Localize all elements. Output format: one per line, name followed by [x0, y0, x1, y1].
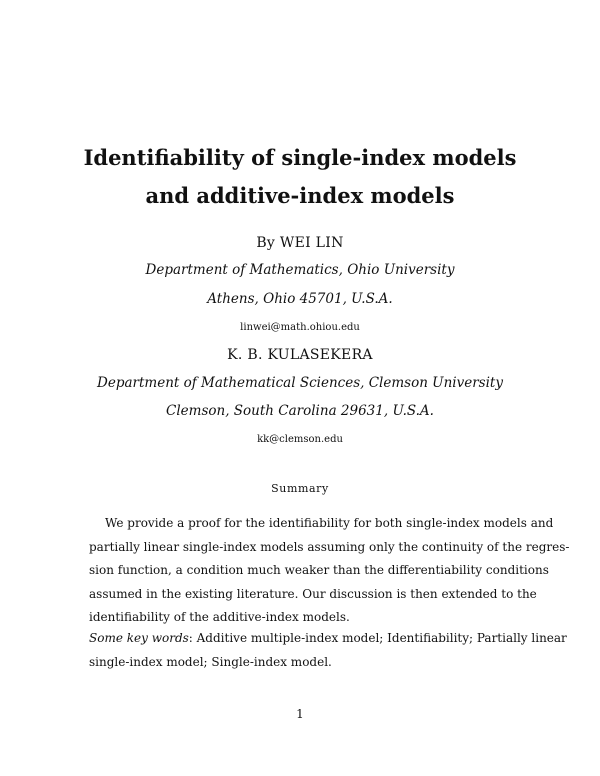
author-1-address: Athens, Ohio 45701, U.S.A.	[207, 291, 393, 307]
author-2-email: kk@clemson.edu	[257, 434, 343, 445]
summary-line: identifiability of the additive-index models.	[89, 610, 350, 624]
author-1-name: By WEI LIN	[256, 235, 344, 251]
summary-line: assumed in the existing literature. Our discussion is then extended to the	[89, 586, 537, 601]
author-2-address: Clemson, South Carolina 29631, U.S.A.	[166, 403, 434, 419]
keywords	[89, 627, 567, 674]
summary-line: partially linear single-index models assuming only the continuity of the regres-	[89, 539, 570, 554]
paper-title-line-2: and additive-index models	[145, 183, 455, 208]
summary-paragraph	[89, 512, 570, 630]
keywords-line-2: single-index model; Single-index model.	[89, 654, 332, 669]
page-number: 1	[296, 707, 304, 721]
author-2-name: K. B. KULASEKERA	[227, 347, 373, 363]
paper-title-line-1: Identifiability of single-index models	[83, 145, 517, 170]
summary-line: We provide a proof for the identifiability for both single-index models and	[105, 516, 554, 530]
author-1-department: Department of Mathematics, Ohio University	[145, 262, 455, 278]
keywords-text-1: : Additive multiple-index model; Identifiability; Partially linear	[188, 631, 567, 645]
keywords-line-1	[89, 627, 567, 651]
keywords-label: Some key words	[89, 631, 189, 645]
summary-heading: Summary	[271, 482, 329, 495]
summary-line: sion function, a condition much weaker than the differentiability conditions	[89, 563, 549, 577]
author-2-department: Department of Mathematical Sciences, Clemson University	[97, 375, 503, 391]
author-1-email: linwei@math.ohiou.edu	[240, 322, 360, 333]
